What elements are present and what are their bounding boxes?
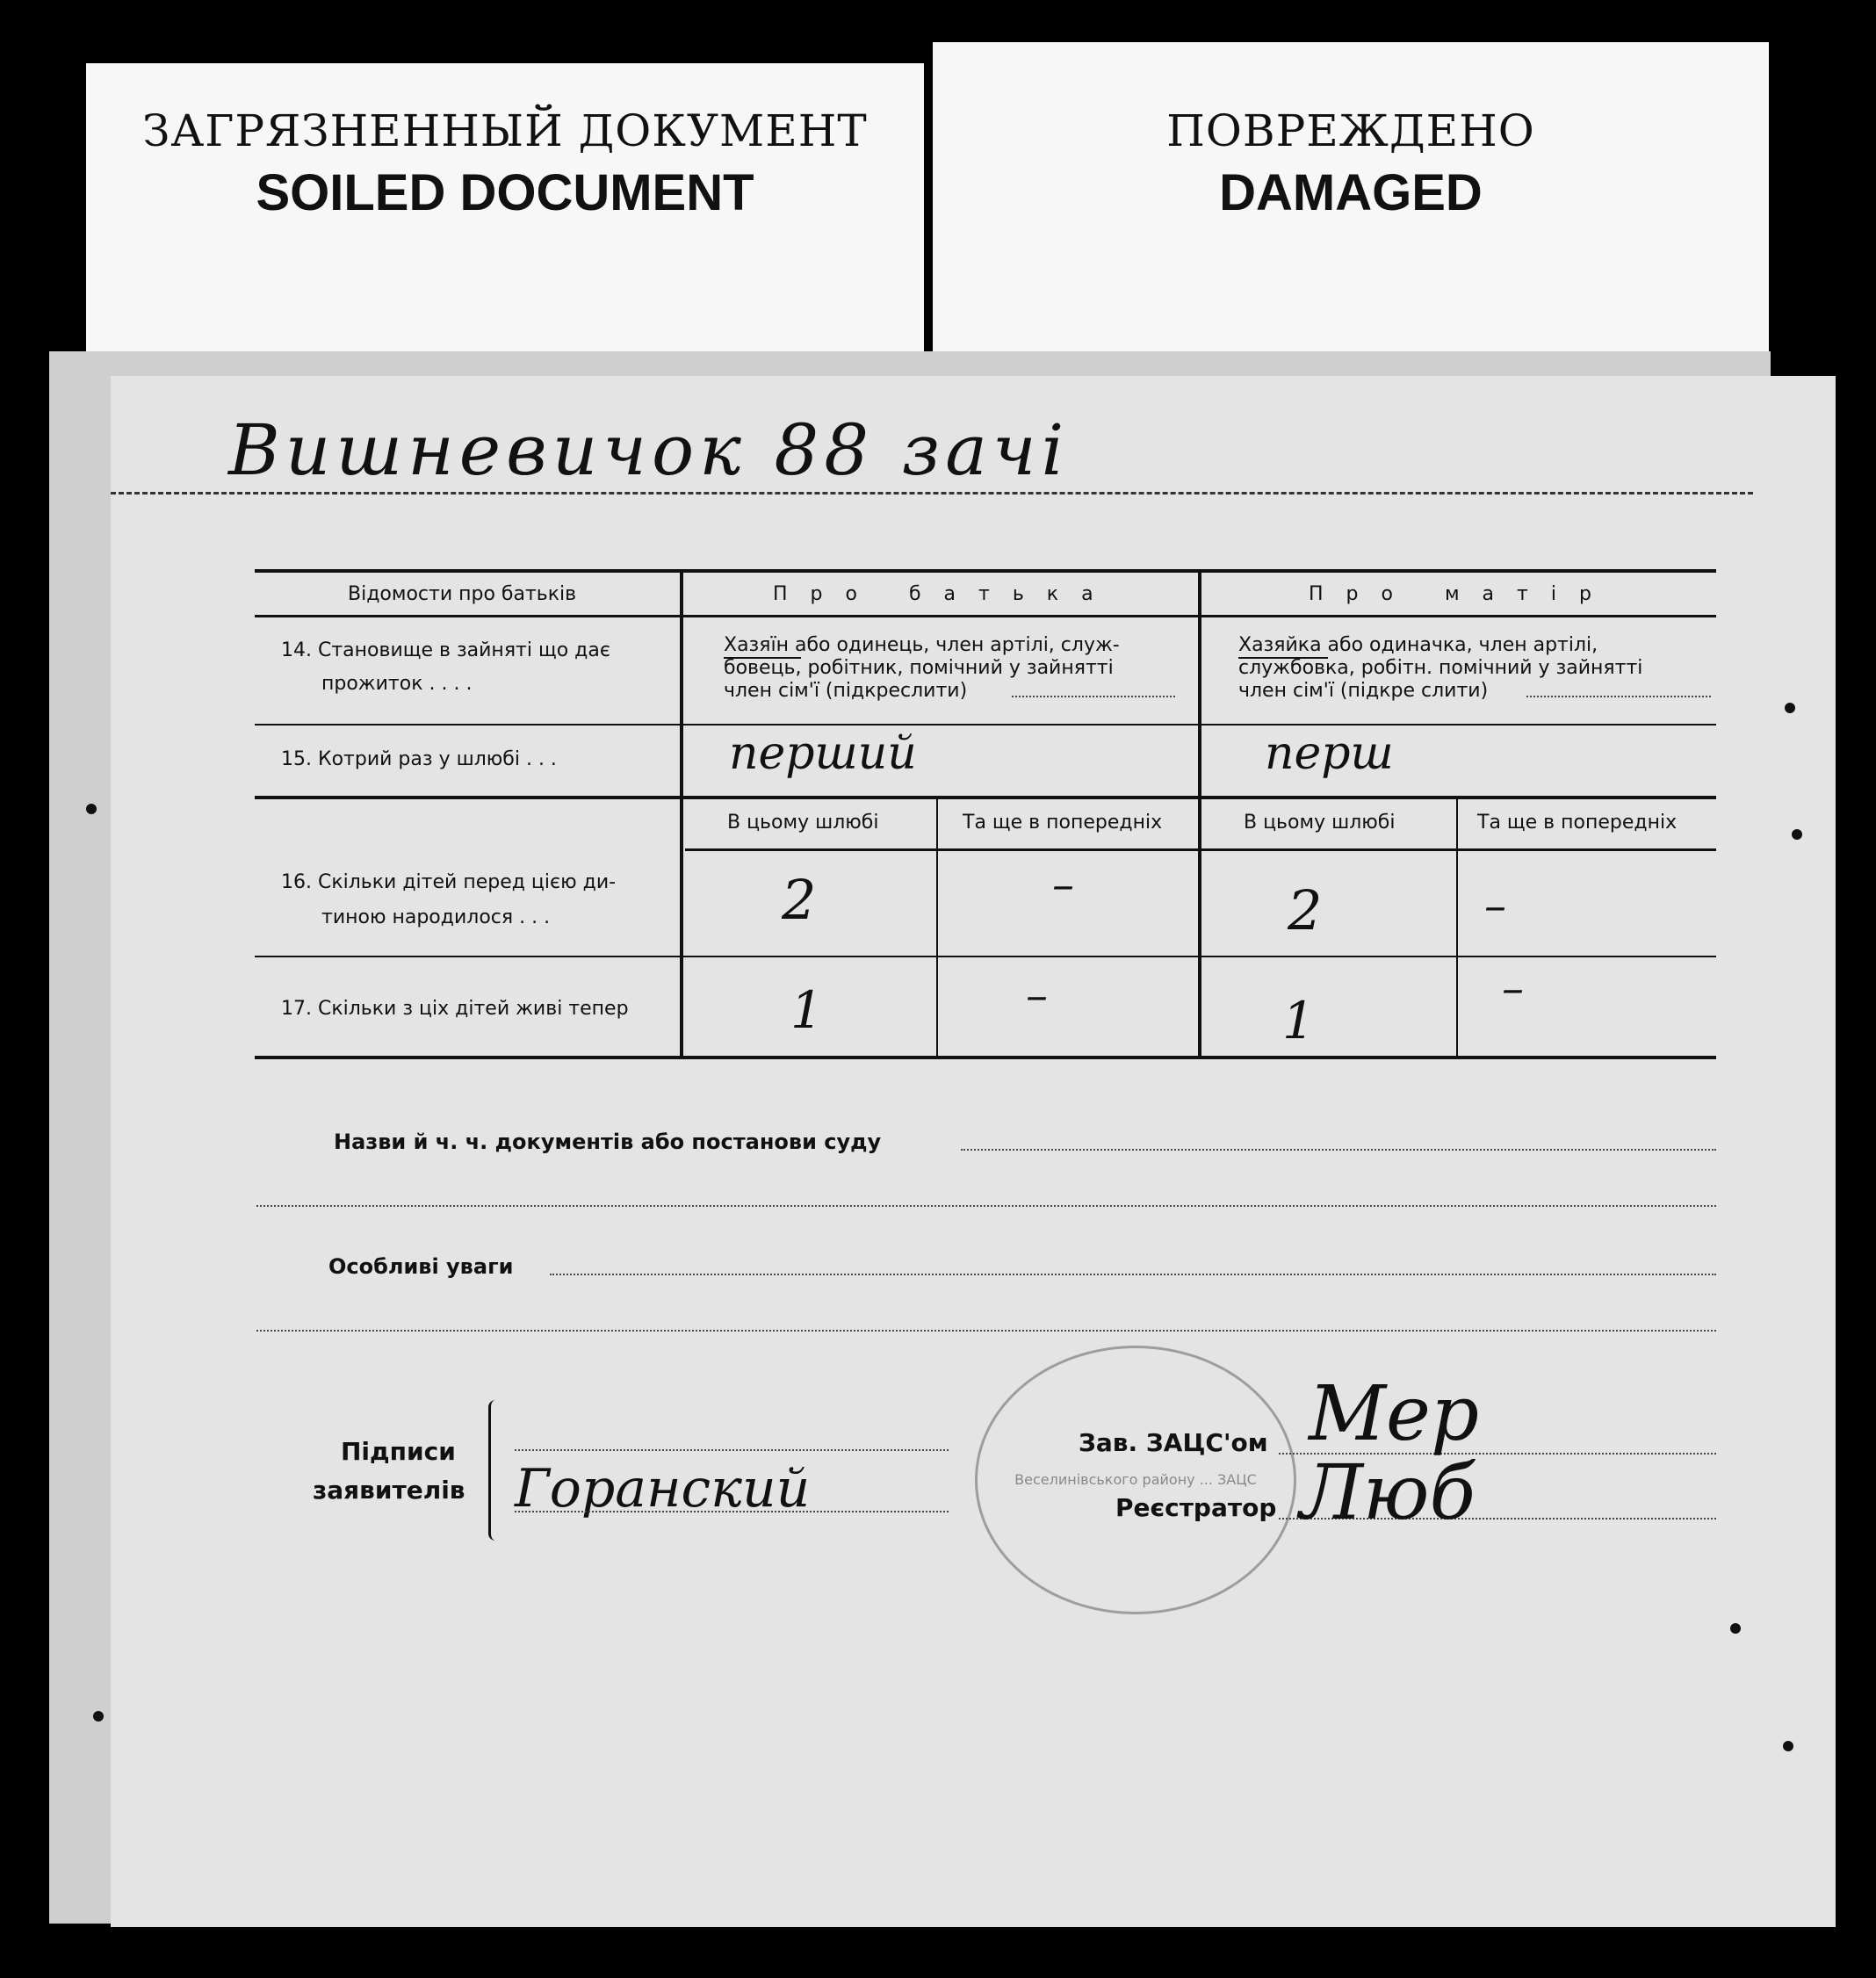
- head-signature: Мер: [1309, 1370, 1480, 1458]
- head-zags-label: Зав. ЗАЦС'ом: [1079, 1428, 1268, 1457]
- row14-father-line1: Хазяїн або одинець, член артілі, служ-: [724, 634, 1120, 656]
- row16-label-line2: тиною народилося . . .: [321, 906, 551, 928]
- registrar-signature: Люб: [1300, 1449, 1476, 1537]
- soiled-document-card: [86, 63, 924, 362]
- punch-hole: [93, 1711, 104, 1722]
- header-dashed-line: [111, 492, 1753, 494]
- row16-label-line1: 16. Скільки дітей перед цією ди-: [281, 871, 617, 893]
- row14-mother-line2: службовка, робітн. помічний у зайнятті: [1238, 657, 1643, 679]
- signatures-label-line2: заявителів: [313, 1476, 465, 1505]
- subheader-father-this-marriage: В цьому шлюбі: [727, 812, 879, 834]
- documents-label: Назви й ч. ч. документів або постанови суду: [334, 1130, 882, 1154]
- column-header-info: Відомости про батьків: [348, 583, 577, 605]
- row16-mother-this: 2: [1288, 878, 1323, 942]
- subheader-mother-this-marriage: В цьому шлюбі: [1244, 812, 1396, 834]
- row14-mother-dots: [1526, 696, 1711, 697]
- row14-mother-line1: Хазяйка або одиначка, член артілі,: [1238, 634, 1598, 656]
- notes-field-line-2: [256, 1330, 1716, 1332]
- row16-mother-previous: –: [1484, 880, 1506, 931]
- row14-father-line2: бовець, робітник, помічний у зайнятті: [724, 657, 1114, 679]
- row14-father-dots: [1012, 696, 1175, 697]
- notes-label: Особливі уваги: [328, 1254, 514, 1279]
- registrar-label: Реєстратор: [1115, 1493, 1277, 1522]
- office-stamp: [975, 1346, 1296, 1614]
- signature-bracket: [488, 1400, 500, 1541]
- damaged-label-ru: ПОВРЕЖДЕНО: [1166, 105, 1535, 156]
- row14-mother-line3: член сім'ї (підкре слити): [1238, 680, 1489, 702]
- table-col-divider: [680, 569, 683, 1058]
- damaged-document-card: [933, 42, 1769, 362]
- documents-field-line: [961, 1149, 1716, 1151]
- row15-father-value: перший: [729, 727, 917, 780]
- punch-hole: [1730, 1623, 1741, 1634]
- notes-field-line: [550, 1274, 1716, 1275]
- table-col-divider: [1456, 799, 1458, 1058]
- row14-label-line1: 14. Становище в зайняті що дає: [281, 639, 610, 661]
- row17-father-this: 1: [790, 980, 823, 1040]
- column-header-mother: Про матір: [1309, 583, 1614, 605]
- punch-hole: [86, 804, 97, 814]
- row17-father-previous: –: [1026, 970, 1048, 1021]
- signature-line-2: [515, 1511, 949, 1512]
- row14-label-line2: прожиток . . . .: [321, 673, 473, 695]
- stamp-text: Веселинівського району ... ЗАЦС: [1014, 1471, 1257, 1488]
- row17-mother-previous: –: [1502, 963, 1524, 1014]
- table-row-rule: [255, 724, 1716, 726]
- table-col-divider: [1198, 569, 1201, 1058]
- punch-hole: [1792, 829, 1802, 840]
- row15-mother-value: перш: [1265, 727, 1394, 780]
- table-col-divider: [936, 799, 938, 1058]
- signatures-label-line1: Підписи: [341, 1437, 456, 1466]
- punch-hole: [1783, 1741, 1793, 1751]
- table-row-rule: [255, 956, 1716, 957]
- applicant-signature: Горанский: [515, 1458, 811, 1520]
- subheader-father-previous: Та ще в попередніх: [963, 812, 1163, 834]
- header-handwriting: Вишневичок 88 зачі: [228, 409, 1070, 491]
- column-header-father: Про батька: [773, 583, 1116, 605]
- row15-label: 15. Котрий раз у шлюбі . . .: [281, 748, 557, 770]
- soiled-label-en: SOILED DOCUMENT: [256, 164, 754, 221]
- table-row-rule: [255, 796, 1716, 799]
- soiled-label-ru: ЗАГРЯЗНЕННЫЙ ДОКУМЕНТ: [142, 105, 868, 156]
- row16-father-this: 2: [782, 868, 817, 932]
- signature-line-1: [515, 1449, 949, 1451]
- parents-info-table: [255, 569, 1716, 1061]
- subheader-mother-previous: Та ще в попередніх: [1477, 812, 1678, 834]
- table-top-rule: [255, 569, 1716, 573]
- punch-hole: [1785, 703, 1795, 713]
- documents-field-line-2: [256, 1205, 1716, 1207]
- row16-father-previous: –: [1052, 859, 1074, 910]
- damaged-label-en: DAMAGED: [1219, 164, 1483, 221]
- row17-label: 17. Скільки з ціх дітей живі тепер: [281, 998, 629, 1020]
- table-header-rule: [255, 615, 1716, 617]
- row14-father-line3: член сім'ї (підкреслити): [724, 680, 968, 702]
- table-bottom-rule: [255, 1056, 1716, 1059]
- row17-mother-this: 1: [1282, 991, 1315, 1050]
